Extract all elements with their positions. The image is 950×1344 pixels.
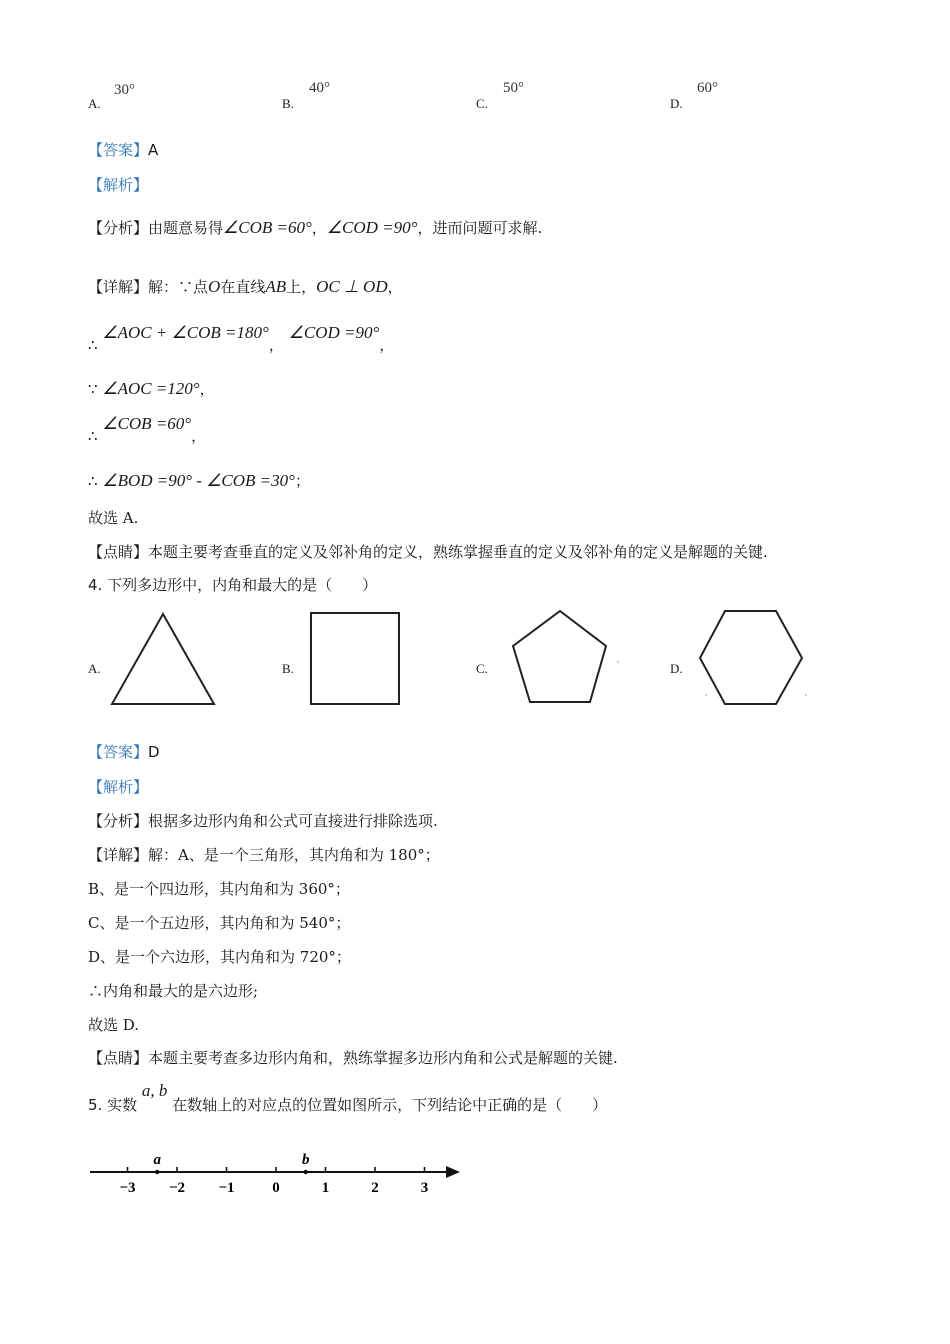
fenxi-text: ， [311, 219, 327, 237]
tick-label: 0 [272, 1180, 280, 1196]
xiangjie-text: 解：∵点 [148, 278, 209, 296]
xiangjie-math: ∠AOC + ∠COB =180° [102, 323, 269, 342]
q4-xiangjie-2: B、是一个四边形，其内角和为 360°； [88, 880, 350, 898]
q4-xiangjie-5: ∴内角和最大的是六边形; [88, 982, 259, 1000]
q3-fenxi [88, 217, 542, 238]
q3-conclusion: 故选 A. [88, 509, 139, 527]
q4-conclusion: 故选 D. [88, 1016, 140, 1034]
q3-xiangjie-1 [88, 276, 403, 297]
question-variables: a, b [141, 1081, 168, 1100]
q5-stem [88, 1081, 608, 1115]
q4-xiangjie-3: C、是一个五边形，其内角和为 540°； [88, 914, 351, 932]
answer-tag: 【答案】 [88, 141, 149, 159]
q3-xiangjie-3 [88, 378, 215, 399]
q4-fenxi [88, 810, 438, 831]
xiangjie-text: ， [387, 278, 403, 296]
xiangjie-text: ， [191, 427, 207, 445]
q4-dianjing [88, 1047, 618, 1068]
xiangjie-tag: 【详解】 [88, 846, 149, 864]
point-label: b [301, 1152, 310, 1168]
q3-answer [88, 139, 158, 160]
q4-option-a-letter: A. [88, 661, 101, 676]
fenxi-text: 根据多边形内角和公式可直接进行排除选项. [148, 812, 438, 830]
dianjing-text: 本题主要考查多边形内角和，熟练掌握多边形内角和公式是解题的关键. [148, 1049, 618, 1067]
xiangjie-math: ∠AOC =120° [102, 379, 200, 398]
dianjing-tag: 【点睛】 [88, 543, 149, 561]
square-figure [308, 610, 402, 706]
q4-xiangjie-1 [88, 844, 440, 865]
answer-value: D [148, 743, 160, 761]
therefore-symbol: ∴ [88, 336, 98, 354]
xiangjie-math: ∠BOD =90° - ∠COB =30° [102, 471, 295, 490]
answer-value: A [148, 141, 159, 159]
point-label: a [153, 1152, 161, 1168]
q4-stem [88, 574, 377, 595]
fenxi-text: 由题意易得 [148, 219, 224, 237]
question-number: 5. [88, 1096, 103, 1114]
q3-option-d-value: 60° [697, 80, 718, 96]
fenxi-math-1: ∠COB =60° [223, 218, 312, 237]
tick-label: 3 [420, 1180, 429, 1196]
dianjing-text: 本题主要考查垂直的定义及邻补角的定义，熟练掌握垂直的定义及邻补角的定义是解题的关键. [148, 543, 768, 561]
pentagon-figure [508, 606, 620, 706]
xiangjie-text: ； [294, 472, 310, 490]
question-stem: 下列多边形中，内角和最大的是（ ） [107, 576, 378, 594]
q4-option-c-letter: C. [476, 661, 488, 676]
xiangjie-math: OC ⊥ OD [316, 277, 388, 296]
fenxi-tag: 【分析】 [88, 812, 149, 830]
question-stem-part: 实数 [107, 1096, 138, 1114]
point-dot [304, 1170, 308, 1174]
tick-label: 2 [371, 1180, 379, 1196]
xiangjie-text: 上， [286, 278, 317, 296]
q4-answer [88, 741, 160, 762]
xiangjie-text: ， [199, 380, 215, 398]
fenxi-math-2: ∠COD =90° [326, 218, 418, 237]
q4-analysis-tag: 【解析】 [88, 778, 149, 796]
q4-option-d-letter: D. [670, 661, 683, 676]
q4-option-b-letter: B. [282, 661, 294, 676]
q3-xiangjie-5 [88, 470, 310, 491]
therefore-symbol: ∴ [88, 472, 98, 490]
xiangjie-math: ∠COD =90° [288, 323, 380, 342]
number-line [88, 1150, 468, 1200]
point-dot [155, 1170, 159, 1174]
tick-label: −3 [119, 1180, 136, 1196]
fenxi-text: ，进而问题可求解. [417, 219, 543, 237]
q3-option-c-value: 50° [503, 80, 524, 96]
q4-xiangjie-4: D、是一个六边形，其内角和为 720°； [88, 948, 351, 966]
q3-option-b-letter: B. [282, 96, 294, 111]
xiangjie-math: O [208, 277, 221, 296]
answer-tag: 【答案】 [88, 743, 149, 761]
q3-option-c-letter: C. [476, 96, 488, 111]
q3-option-a-value: 30° [114, 82, 135, 98]
question-stem-part: 在数轴上的对应点的位置如图所示，下列结论中正确的是（ ） [172, 1096, 608, 1114]
q3-option-a-letter: A. [88, 96, 101, 111]
axis-arrow-icon [446, 1166, 460, 1178]
because-symbol: ∵ [88, 380, 98, 398]
q3-option-b-value: 40° [309, 80, 330, 96]
xiangjie-text: 在直线 [220, 278, 266, 296]
fenxi-tag: 【分析】 [88, 219, 149, 237]
xiangjie-text: ， [379, 336, 395, 354]
q3-option-d-letter: D. [670, 96, 683, 111]
xiangjie-tag: 【详解】 [88, 278, 149, 296]
xiangjie-math: ∠COB =60° [102, 414, 192, 433]
xiangjie-text: ， [268, 336, 284, 354]
tick-label: 1 [321, 1180, 330, 1196]
q3-dianjing [88, 541, 768, 562]
therefore-symbol: ∴ [88, 427, 98, 445]
tick-label: −2 [168, 1180, 186, 1196]
dianjing-tag: 【点睛】 [88, 1049, 149, 1067]
q3-xiangjie-2 [88, 322, 395, 354]
hexagon-figure [698, 608, 810, 708]
q3-xiangjie-4 [88, 413, 207, 445]
question-number: 4. [88, 576, 103, 594]
xiangjie-math: AB [265, 277, 287, 296]
triangle-figure [108, 612, 218, 708]
q3-analysis-tag: 【解析】 [88, 176, 149, 194]
tick-label: −1 [218, 1180, 235, 1196]
xiangjie-text: 解：A、是一个三角形，其内角和为 180°； [148, 846, 440, 864]
